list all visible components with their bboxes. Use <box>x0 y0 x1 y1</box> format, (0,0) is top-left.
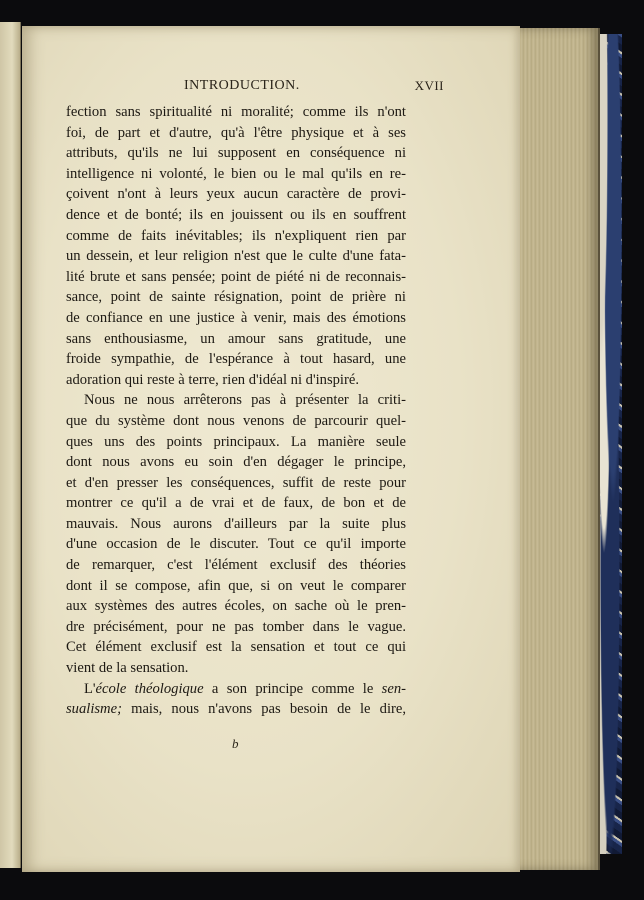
italic-phrase: sen- <box>381 680 406 697</box>
running-title: INTRODUCTION. <box>184 78 300 93</box>
text-line: dont il se compose, afin que, si on veut le comparer <box>66 577 406 594</box>
text-line-italic-start: sualisme; mais, nous n'avons pas besoin de le dire, <box>66 701 406 718</box>
text-line: d'une occasion de le discuter. Tout ce qu'il importe <box>66 536 406 553</box>
book-page <box>22 26 520 872</box>
text-line: de confiance en une justice à venir, mais des émotions <box>66 309 406 326</box>
signature-mark: b <box>232 736 239 751</box>
text-line: foi, de part et d'autre, qu'à l'être physique et à ses <box>66 124 406 141</box>
text-line: vient de la sensation. <box>66 660 189 677</box>
text-line: lité brute et sans pensée; point de piété ni de reconnais- <box>66 268 406 285</box>
text-line: ques uns des points principaux. La manière seule <box>66 433 406 450</box>
text-line: dre précisément, pour ne pas tomber dans le vague. <box>66 618 406 635</box>
facing-page-edge <box>0 22 21 868</box>
text-line: çoivent n'ont à leurs yeux aucun caractère de provi- <box>66 186 406 203</box>
italic-phrase: sualisme; <box>66 701 122 718</box>
text-line: dence et de bonté; ils en jouissent ou ils en souffrent <box>66 206 406 223</box>
text-line: dont nous avons eu soin d'en dégager le principe, <box>66 454 406 471</box>
text-line: fection sans spiritualité ni moralité; comme ils n'ont <box>66 104 406 120</box>
page-fore-edge <box>512 28 600 870</box>
text-line: Cet élément exclusif est la sensation et tout ce qui <box>66 639 406 656</box>
text-line: montrer ce qu'il a de vrai et de faux, de bon et de <box>66 495 406 512</box>
text-line: Nous ne nous arrêterons pas à présenter la criti- <box>84 392 406 409</box>
italic-phrase: école théologique <box>95 680 204 697</box>
text-line: mauvais. Nous aurons d'ailleurs par la suite plus <box>66 515 406 532</box>
running-head <box>184 78 444 98</box>
text-line: un dessein, et leur religion n'est que le culte d'une fata- <box>66 248 406 265</box>
text-line: comme de faits inévitables; ils n'expliquent rien par <box>66 227 406 244</box>
text-line: et d'en presser les conséquences, suffit de reste pour <box>66 474 406 491</box>
page-number: XVII <box>414 78 444 93</box>
text-line: sance, point de sainte résignation, point de prière ni <box>66 289 406 306</box>
text-line: de remarquer, c'est l'élément exclusif des théories <box>66 557 406 574</box>
text-line-italic-start: L'école théologique a son principe comme le sen- <box>84 680 406 697</box>
text-line: aux systèmes des autres écoles, on sache où le pren- <box>66 598 406 615</box>
text-line: intelligence ni volonté, le bien ou le mal qu'ils en re- <box>66 165 406 182</box>
text-line: adoration qui reste à terre, rien d'idéal ni d'inspiré. <box>66 371 359 388</box>
body-text <box>66 102 406 720</box>
text-line: froide sympathie, de l'espérance à tout hasard, une <box>66 351 406 368</box>
text-line: sans enthousiasme, un amour sans gratitude, une <box>66 330 406 347</box>
text-line: que du système dont nous venons de parcourir quel- <box>66 412 406 429</box>
text-line: attributs, qu'ils ne lui supposent en conséquence ni <box>66 145 406 162</box>
